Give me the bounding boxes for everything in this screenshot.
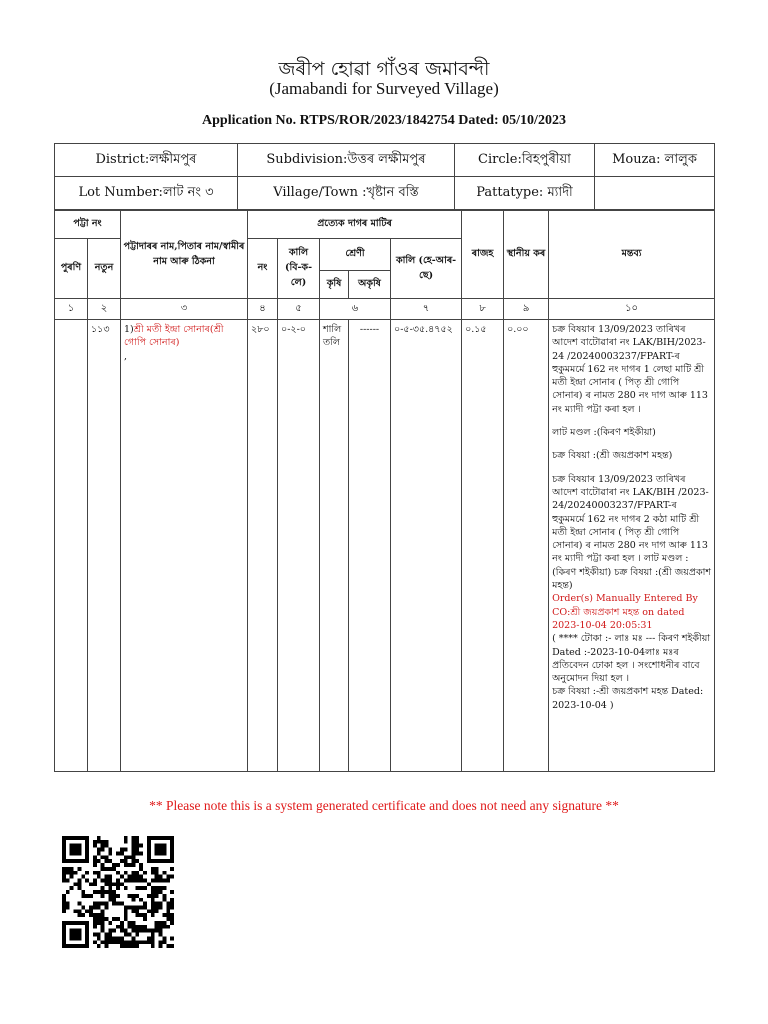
holder-cell <box>121 320 248 772</box>
document-title-english: (Jamabandi for Surveyed Village) <box>269 79 499 98</box>
remarks-order-1: চক্ৰ বিষয়াৰ 13/09/2023 তাৰিখৰ আদেশ বাটোৱাৰা নং LAK/BIH/2023-24 /20240003237/FPART-ৰ হুকুমমৰ্মে 162 নং দাগৰ 1 লেছা মাটি শ্ৰী মতী ইন্দ্ৰা সোনাৰ ( পিতৃ শ্ৰী গোপি সোনাৰ) ৰ নামত 280 নং দাগ আৰু 113 নং ম্যাদী পট্টা কৰা হল । <box>552 324 708 415</box>
empty-cell <box>595 177 715 210</box>
info-table <box>54 143 715 210</box>
header-each-dag: প্ৰত্যেক দাগৰ মাটিৰ <box>248 211 462 239</box>
subdivision-field: Subdivision:উত্তৰ লক্ষীমপুৰ <box>238 144 455 177</box>
patta-old-cell <box>55 320 88 772</box>
header-agri: কৃষি <box>320 271 349 299</box>
patta-new-cell: ১১৩ <box>88 320 121 772</box>
lot-field: Lot Number:লাট নং ৩ <box>55 177 238 210</box>
holder-name: শ্ৰী মতী ইন্দ্ৰা সোনাৰ(শ্ৰী গোপি সোনাৰ) <box>124 324 224 349</box>
remarks-manual-entry: Order(s) Manually Entered By CO:শ্ৰী জয়প্ৰকাশ মহন্ত on dated 2023-10-04 20:05:31 <box>552 593 698 631</box>
remarks-signoff: চক্ৰ বিষয়া :-শ্ৰী জয়প্ৰকাশ মহন্ত Dated: 2023-10-04 ) <box>552 686 704 711</box>
col-number: ৪ <box>248 299 278 320</box>
col-number: ৬ <box>320 299 391 320</box>
agri-cell: শালি তলি <box>320 320 349 772</box>
header-class: শ্ৰেণী <box>320 239 391 271</box>
pattatype-field: Pattatype: ম্যাদী <box>455 177 595 210</box>
col-number: ১০ <box>549 299 715 320</box>
col-number: ৩ <box>121 299 248 320</box>
dag-no-cell: ২৮০ <box>248 320 278 772</box>
remarks-order-2: চক্ৰ বিষয়াৰ 13/09/2023 তাৰিখৰ আদেশ বাটোৱাৰা নং LAK/BIH /2023-24/20240003237/FPART-ৰ হুকুমমৰ্মে 162 নং দাগৰ 2 কঠা মাটি শ্ৰী মতী ইন্দ্ৰা সোনাৰ ( পিতৃ শ্ৰী গোপি সোনাৰ) ৰ নামত 280 নং দাগ আৰু 113 নং ম্যাদী পট্টা কৰা হল । লাট মণ্ডল :(কিৰণ শইকীয়া) চক্ৰ বিষয়া :(শ্ৰী জয়প্ৰকাশ মহন্ত) <box>552 473 711 592</box>
village-field: Village/Town :খৃষ্টান বস্তি <box>238 177 455 210</box>
document-title-assamese: জৰীপ হোৱা গাঁওৰ জমাবন্দী <box>278 58 490 80</box>
col-number: ৫ <box>278 299 320 320</box>
col-number: ৯ <box>504 299 549 320</box>
remarks-cell <box>549 320 715 772</box>
header-patta-no: পট্টা নং <box>55 211 121 239</box>
remarks-note: ( **** টোকা :- লাঃ মঃ --- কিৰণ শইকীয়া Dated :-2023-10-04লাঃ মঃৰ প্ৰতিবেদন ঢোকা হল । সংশোধনীৰ বাবে অনুমোদন দিয়া হল । <box>552 633 711 685</box>
header-local-tax: স্থানীয় কৰ <box>504 211 549 299</box>
mouza-field: Mouza: লালুক <box>595 144 715 177</box>
district-field: District:লক্ষীমপুৰ <box>55 144 238 177</box>
header-area-bkl: কালি (বি-ক-লে) <box>278 239 320 299</box>
application-number: Application No. RTPS/ROR/2023/1842754 Dated: 05/10/2023 <box>202 113 566 128</box>
header-dag-no: নং <box>248 239 278 299</box>
col-number: ২ <box>88 299 121 320</box>
non-agri-cell: ------ <box>349 320 391 772</box>
holder-extra: , <box>124 350 128 362</box>
col-number: ৭ <box>391 299 462 320</box>
remarks-circle-officer: চক্ৰ বিষয়া :(শ্ৰী জয়প্ৰকাশ মহন্ত) <box>552 450 673 462</box>
remarks-lot-mandal: লাট মণ্ডল :(কিৰণ শইকীয়া) <box>552 427 656 439</box>
header-new: নতুন <box>88 239 121 299</box>
area-bkl-cell: ০-২-০ <box>278 320 320 772</box>
qr-code <box>62 836 174 948</box>
header-remarks: মন্তব্য <box>549 211 715 299</box>
system-generated-note: ** Please note this is a system generated certificate and does not need any signature ** <box>149 798 619 813</box>
col-number: ৮ <box>462 299 504 320</box>
revenue-cell: ০.১৫ <box>462 320 504 772</box>
local-tax-cell: ০.০০ <box>504 320 549 772</box>
holder-index: 1) <box>124 324 134 335</box>
header-non-agri: অকৃষি <box>349 271 391 299</box>
circle-field: Circle:বিহপুৰীয়া <box>455 144 595 177</box>
jamabandi-table <box>54 210 715 772</box>
header-area-hare: কালি (হে-আৰ-ছে) <box>391 239 462 299</box>
header-revenue: ৰাজহ <box>462 211 504 299</box>
table-row <box>55 320 715 772</box>
col-number: ১ <box>55 299 88 320</box>
header-old: পুৰণি <box>55 239 88 299</box>
area-hare-cell: ০-৫-৩৫.৪৭৫২ <box>391 320 462 772</box>
header-holder: পট্টাদাৰৰ নাম,পিতাৰ নাম/স্বামীৰ নাম আৰু ঠিকনা <box>121 211 248 299</box>
